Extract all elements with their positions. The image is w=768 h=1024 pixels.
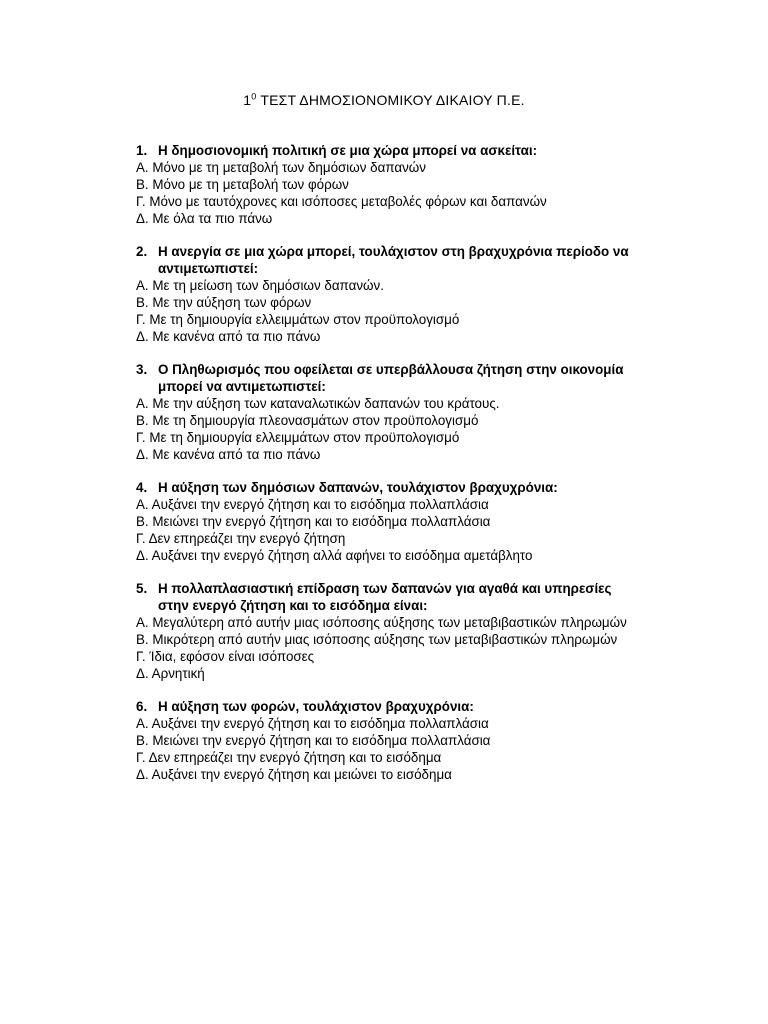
question-item [136,479,636,564]
question-item [136,580,636,682]
answer-option: Β. Με τη δημιουργία πλεονασμάτων στον προϋπολογισμό [136,413,479,428]
question-list [136,142,636,799]
question-heading [136,698,636,715]
answer-option: Γ. Με τη δημιουργία ελλειμμάτων στον προϋπολογισμό [136,312,460,327]
question-text: Η πολλαπλασιαστική επίδραση των δαπανών για αγαθά και υπηρεσίες στην ενεργό ζήτηση και το εισόδημα είναι: [158,581,612,613]
question-number: 4. [136,480,148,495]
question-heading [136,361,636,395]
question-text: Ο Πληθωρισμός που οφείλεται σε υπερβάλλουσα ζήτηση στην οικονομία μπορεί να αντιμετωπιστεί: [158,362,624,394]
answer-option: Γ. Δεν επηρεάζει την ενεργό ζήτηση και το εισόδημα [136,750,442,765]
document-title [0,91,768,109]
title-prefix: 1 [243,92,252,108]
answer-option: Β. Μειώνει την ενεργό ζήτηση και το εισόδημα πολλαπλάσια [136,733,491,748]
answer-option: Α. Μεγαλύτερη από αυτήν μιας ισόποσης αύξησης των μεταβιβαστικών πληρωμών [136,615,627,630]
answer-option: Α. Αυξάνει την ενεργό ζήτηση και το εισόδημα πολλαπλάσια [136,497,489,512]
answer-option: Γ. Μόνο με ταυτόχρονες και ισόποσες μεταβολές φόρων και δαπανών [136,194,547,209]
question-item [136,361,636,463]
question-text: Η ανεργία σε μια χώρα μπορεί, τουλάχιστον στη βραχυχρόνια περίοδο να αντιμετωπιστεί: [158,244,629,276]
answer-option: Δ. Με όλα τα πιο πάνω [136,211,273,226]
answer-option: Α. Μόνο με τη μεταβολή των δημόσιων δαπανών [136,160,426,175]
question-item [136,142,636,227]
answer-option: Α. Με τη μείωση των δημόσιων δαπανών. [136,278,384,293]
question-item [136,698,636,783]
question-number: 5. [136,581,148,596]
answer-option: Δ. Με κανένα από τα πιο πάνω [136,329,321,344]
question-number: 3. [136,362,148,377]
question-item [136,243,636,345]
question-text: Η αύξηση των φορών, τουλάχιστον βραχυχρόνια: [158,699,474,714]
answer-option: Δ. Με κανένα από τα πιο πάνω [136,447,321,462]
answer-option: Δ. Αυξάνει την ενεργό ζήτηση αλλά αφήνει το εισόδημα αμετάβλητο [136,548,533,563]
answer-option: Β. Με την αύξηση των φόρων [136,295,312,310]
answer-option: Γ. Με τη δημιουργία ελλειμμάτων στον προϋπολογισμό [136,430,460,445]
answer-option: Α. Με την αύξηση των καταναλωτικών δαπανών του κράτους. [136,396,500,411]
question-heading [136,243,636,277]
question-heading [136,580,636,614]
title-rest: ΤΕΣΤ ΔΗΜΟΣΙΟΝΟΜΙΚΟΥ ΔΙΚΑΙΟΥ Π.Ε. [256,92,525,108]
question-heading [136,142,636,159]
question-number: 2. [136,244,148,259]
answer-option: Δ. Αυξάνει την ενεργό ζήτηση και μειώνει το εισόδημα [136,767,452,782]
answer-option: Γ. Ίδια, εφόσον είναι ισόποσες [136,649,315,664]
question-text: Η δημοσιονομική πολιτική σε μια χώρα μπορεί να ασκείται: [158,143,538,158]
question-text: Η αύξηση των δημόσιων δαπανών, τουλάχιστον βραχυχρόνια: [158,480,558,495]
answer-option: Β. Μικρότερη από αυτήν μιας ισόποσης αύξησης των μεταβιβαστικών πληρωμών [136,632,618,647]
answer-option: Α. Αυξάνει την ενεργό ζήτηση και το εισόδημα πολλαπλάσια [136,716,489,731]
question-number: 1. [136,143,148,158]
answer-option: Β. Μειώνει την ενεργό ζήτηση και το εισόδημα πολλαπλάσια [136,514,491,529]
question-heading [136,479,636,496]
title-superscript: 0 [251,91,257,102]
answer-option: Δ. Αρνητική [136,666,205,681]
answer-option: Γ. Δεν επηρεάζει την ενεργό ζήτηση [136,531,346,546]
answer-option: Β. Μόνο με τη μεταβολή των φόρων [136,177,349,192]
question-number: 6. [136,699,148,714]
